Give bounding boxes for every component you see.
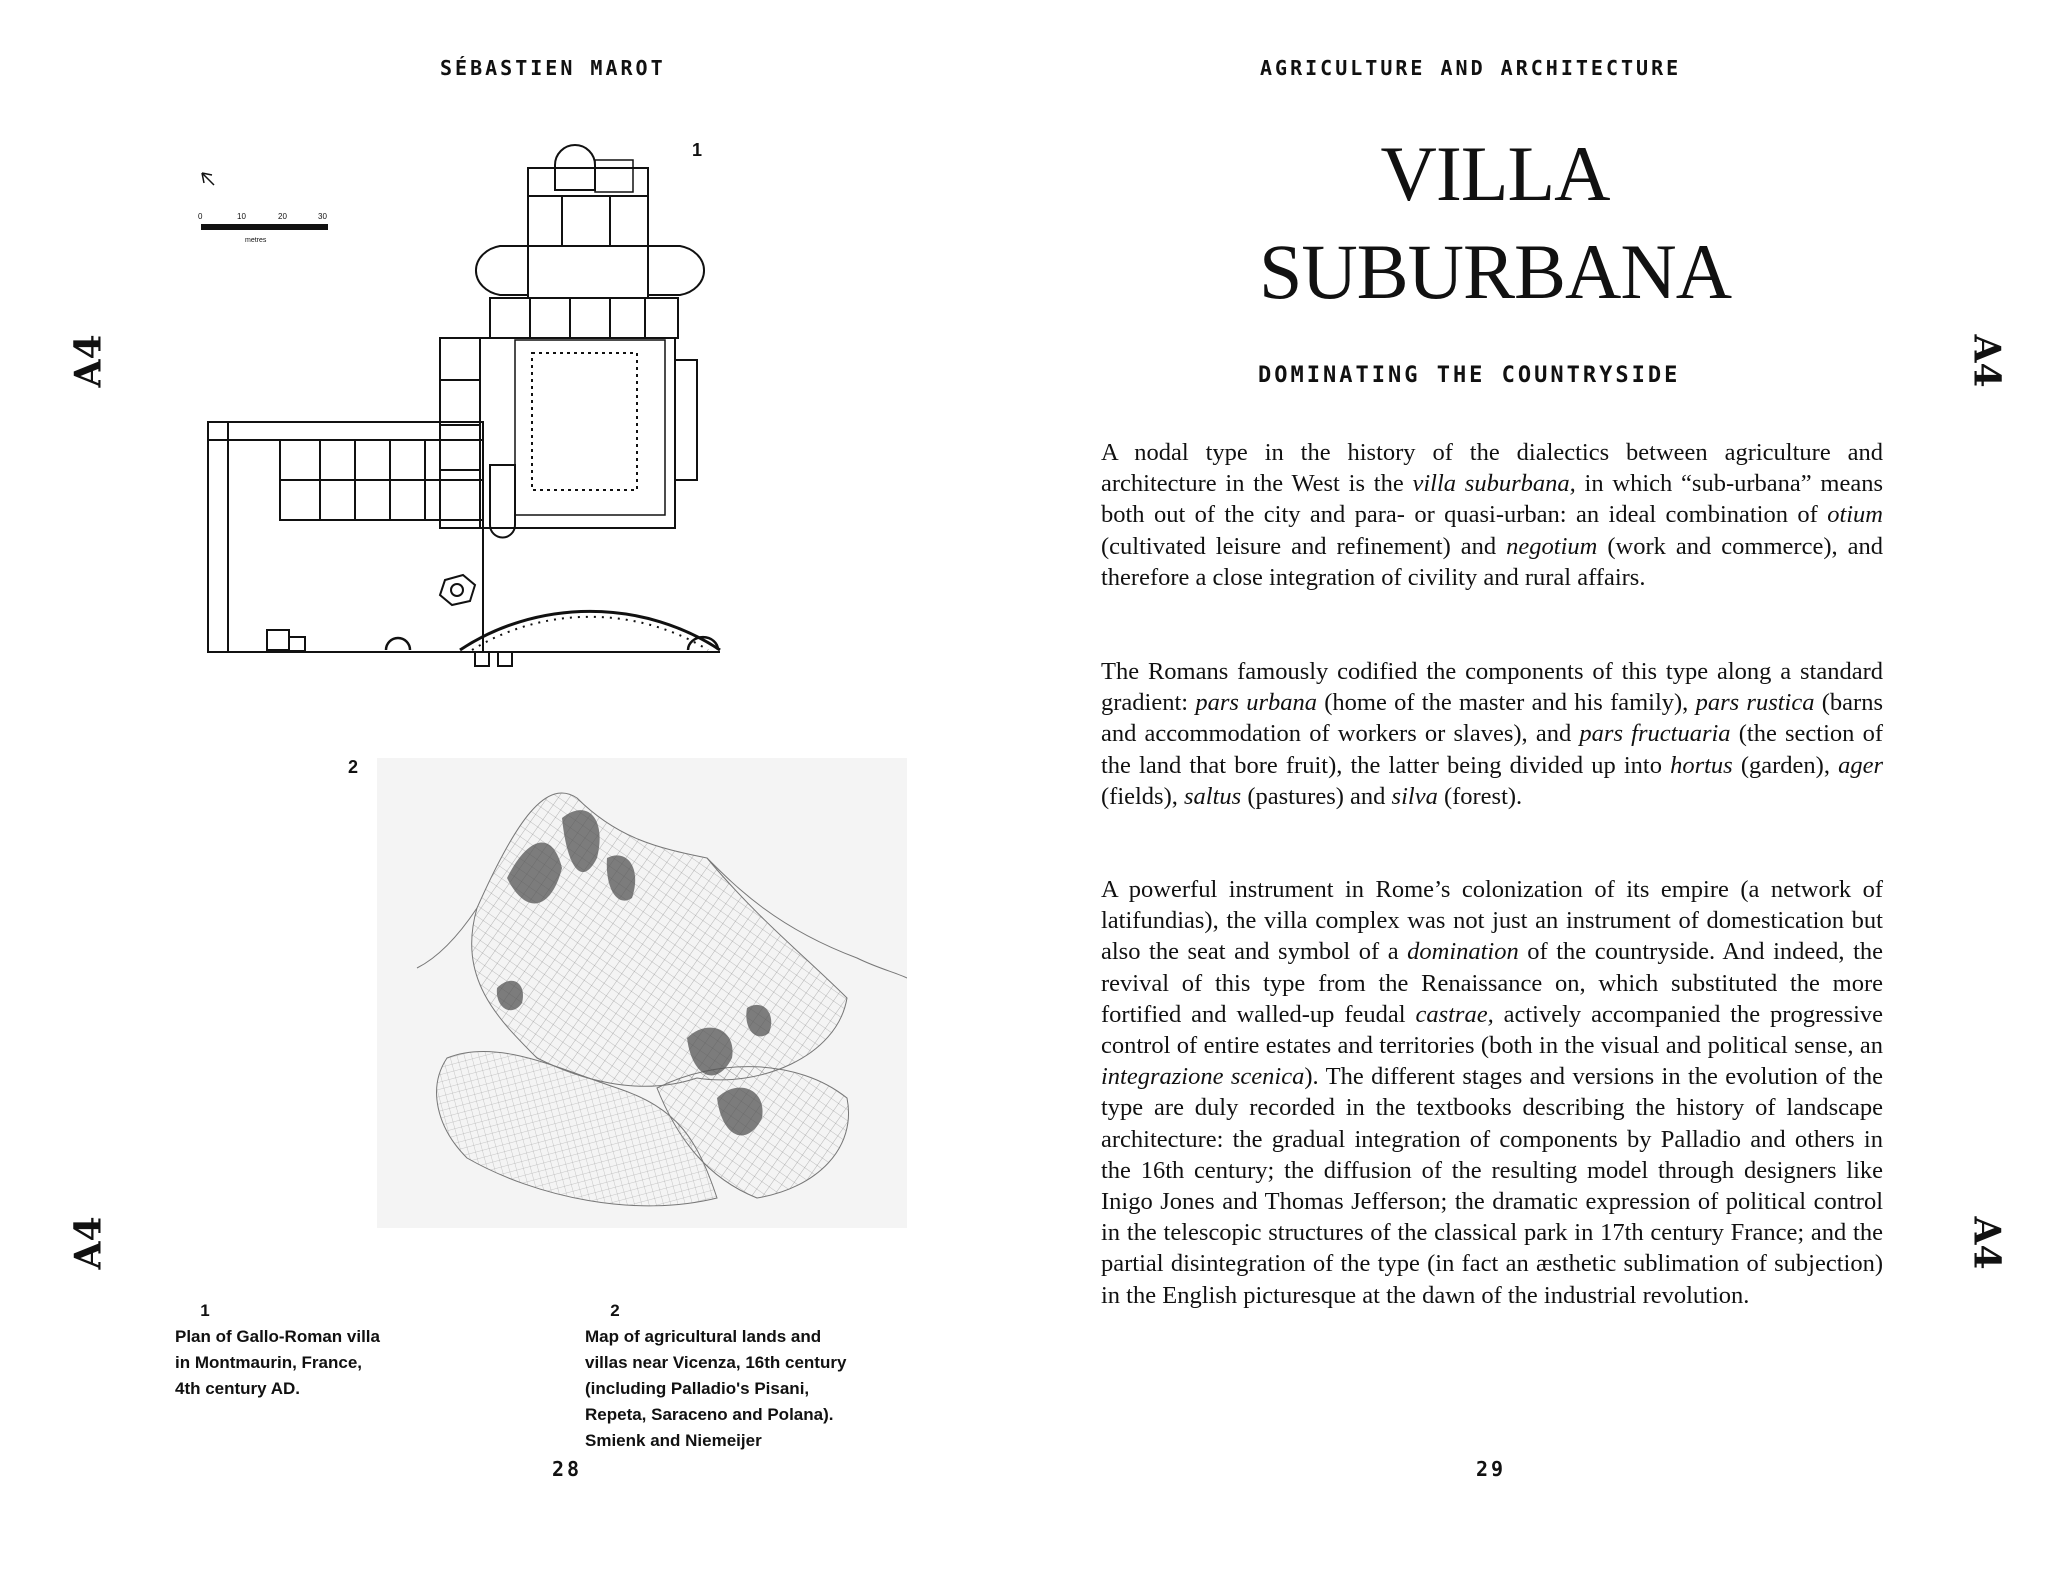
body-paragraph-1: A nodal type in the history of the dialectics between agriculture and architecture in the West is the villa suburbana, in which “sub-urbana” means both out of the city and para- or quasi-urban: an ideal combination of otium (cultivated leisure and refinement) and negotium (work and commerce), and therefore a close integration of civility and rural affairs. xyxy=(1101,439,1883,591)
caption2-number: 2 xyxy=(610,1301,620,1320)
chapter-title xyxy=(1235,125,1755,321)
body-paragraph-2: The Romans famously codified the components of this type along a standard gradient: pars urbana (home of the master and his family), pars rustica (barns and accommodation of workers or slaves), and pars fructuaria (the section of the land that bore fruit), the latter being divided up into hortus (garden), ager (fields), saltus (pastures) and silva (forest). xyxy=(1101,658,1883,810)
scale-unit: metres xyxy=(245,237,267,244)
page-number-left: 28 xyxy=(552,1457,583,1481)
body-paragraph-3: A powerful instrument in Rome’s colonization of its empire (a network of latifundias), the villa complex was not just an instrument of domestication but also the seat and symbol of a domination of the countryside. And indeed, the revival of this type from the Renaissance on, which substituted the more fortified and walled-up feudal castrae, actively accompanied the progressive control of entire estates and territories (both in the visual and political sense, an integrazione scenica). The different stages and versions in the evolution of the type are duly recorded in the textbooks describing the history of landscape architecture: the gradual integration of components by Palladio and others in the 16th century; the diffusion of the resulting model through designers like Inigo Jones and Thomas Jefferson; the dramatic expression of political control in the telescopic structures of the classical park in 17th century France; and the partial disintegration of the type (in fact an æsthetic sublimation of subjection) in the English picturesque at the dawn of the industrial revolution. xyxy=(1101,876,1884,1309)
caption1-number: 1 xyxy=(200,1301,210,1320)
chapter-subtitle: DOMINATING THE COUNTRYSIDE xyxy=(1258,363,1681,388)
figure1-number: 1 xyxy=(692,140,703,160)
running-head-book-title: AGRICULTURE AND ARCHITECTURE xyxy=(1260,56,1682,80)
running-head-author: SÉBASTIEN MAROT xyxy=(440,56,666,80)
figure2-number: 2 xyxy=(348,757,359,777)
side-tab-top: A4 xyxy=(67,334,110,388)
caption2-text: Map of agricultural lands and villas near Vicenza, 16th century (including Palladio's Pisani, Repeta, Saraceno and Polana). Smienk and Niemeijer xyxy=(585,1327,847,1450)
caption1-text: Plan of Gallo-Roman villa in Montmaurin, France, 4th century AD. xyxy=(175,1327,380,1398)
page-number-right: 29 xyxy=(1476,1457,1507,1481)
side-tab-top-right: A4 xyxy=(1965,334,2008,388)
scale-label-10: 10 xyxy=(237,212,246,221)
side-tab-bottom-right: A4 xyxy=(1965,1216,2008,1270)
scale-label-20: 20 xyxy=(278,212,287,221)
scale-label-0: 0 xyxy=(198,212,203,221)
scale-label-30: 30 xyxy=(318,212,327,221)
chapter-title-line1: VILLA xyxy=(1380,130,1610,217)
chapter-title-line2: SUBURBANA xyxy=(1258,228,1732,315)
side-tab-bottom: A4 xyxy=(67,1216,110,1270)
